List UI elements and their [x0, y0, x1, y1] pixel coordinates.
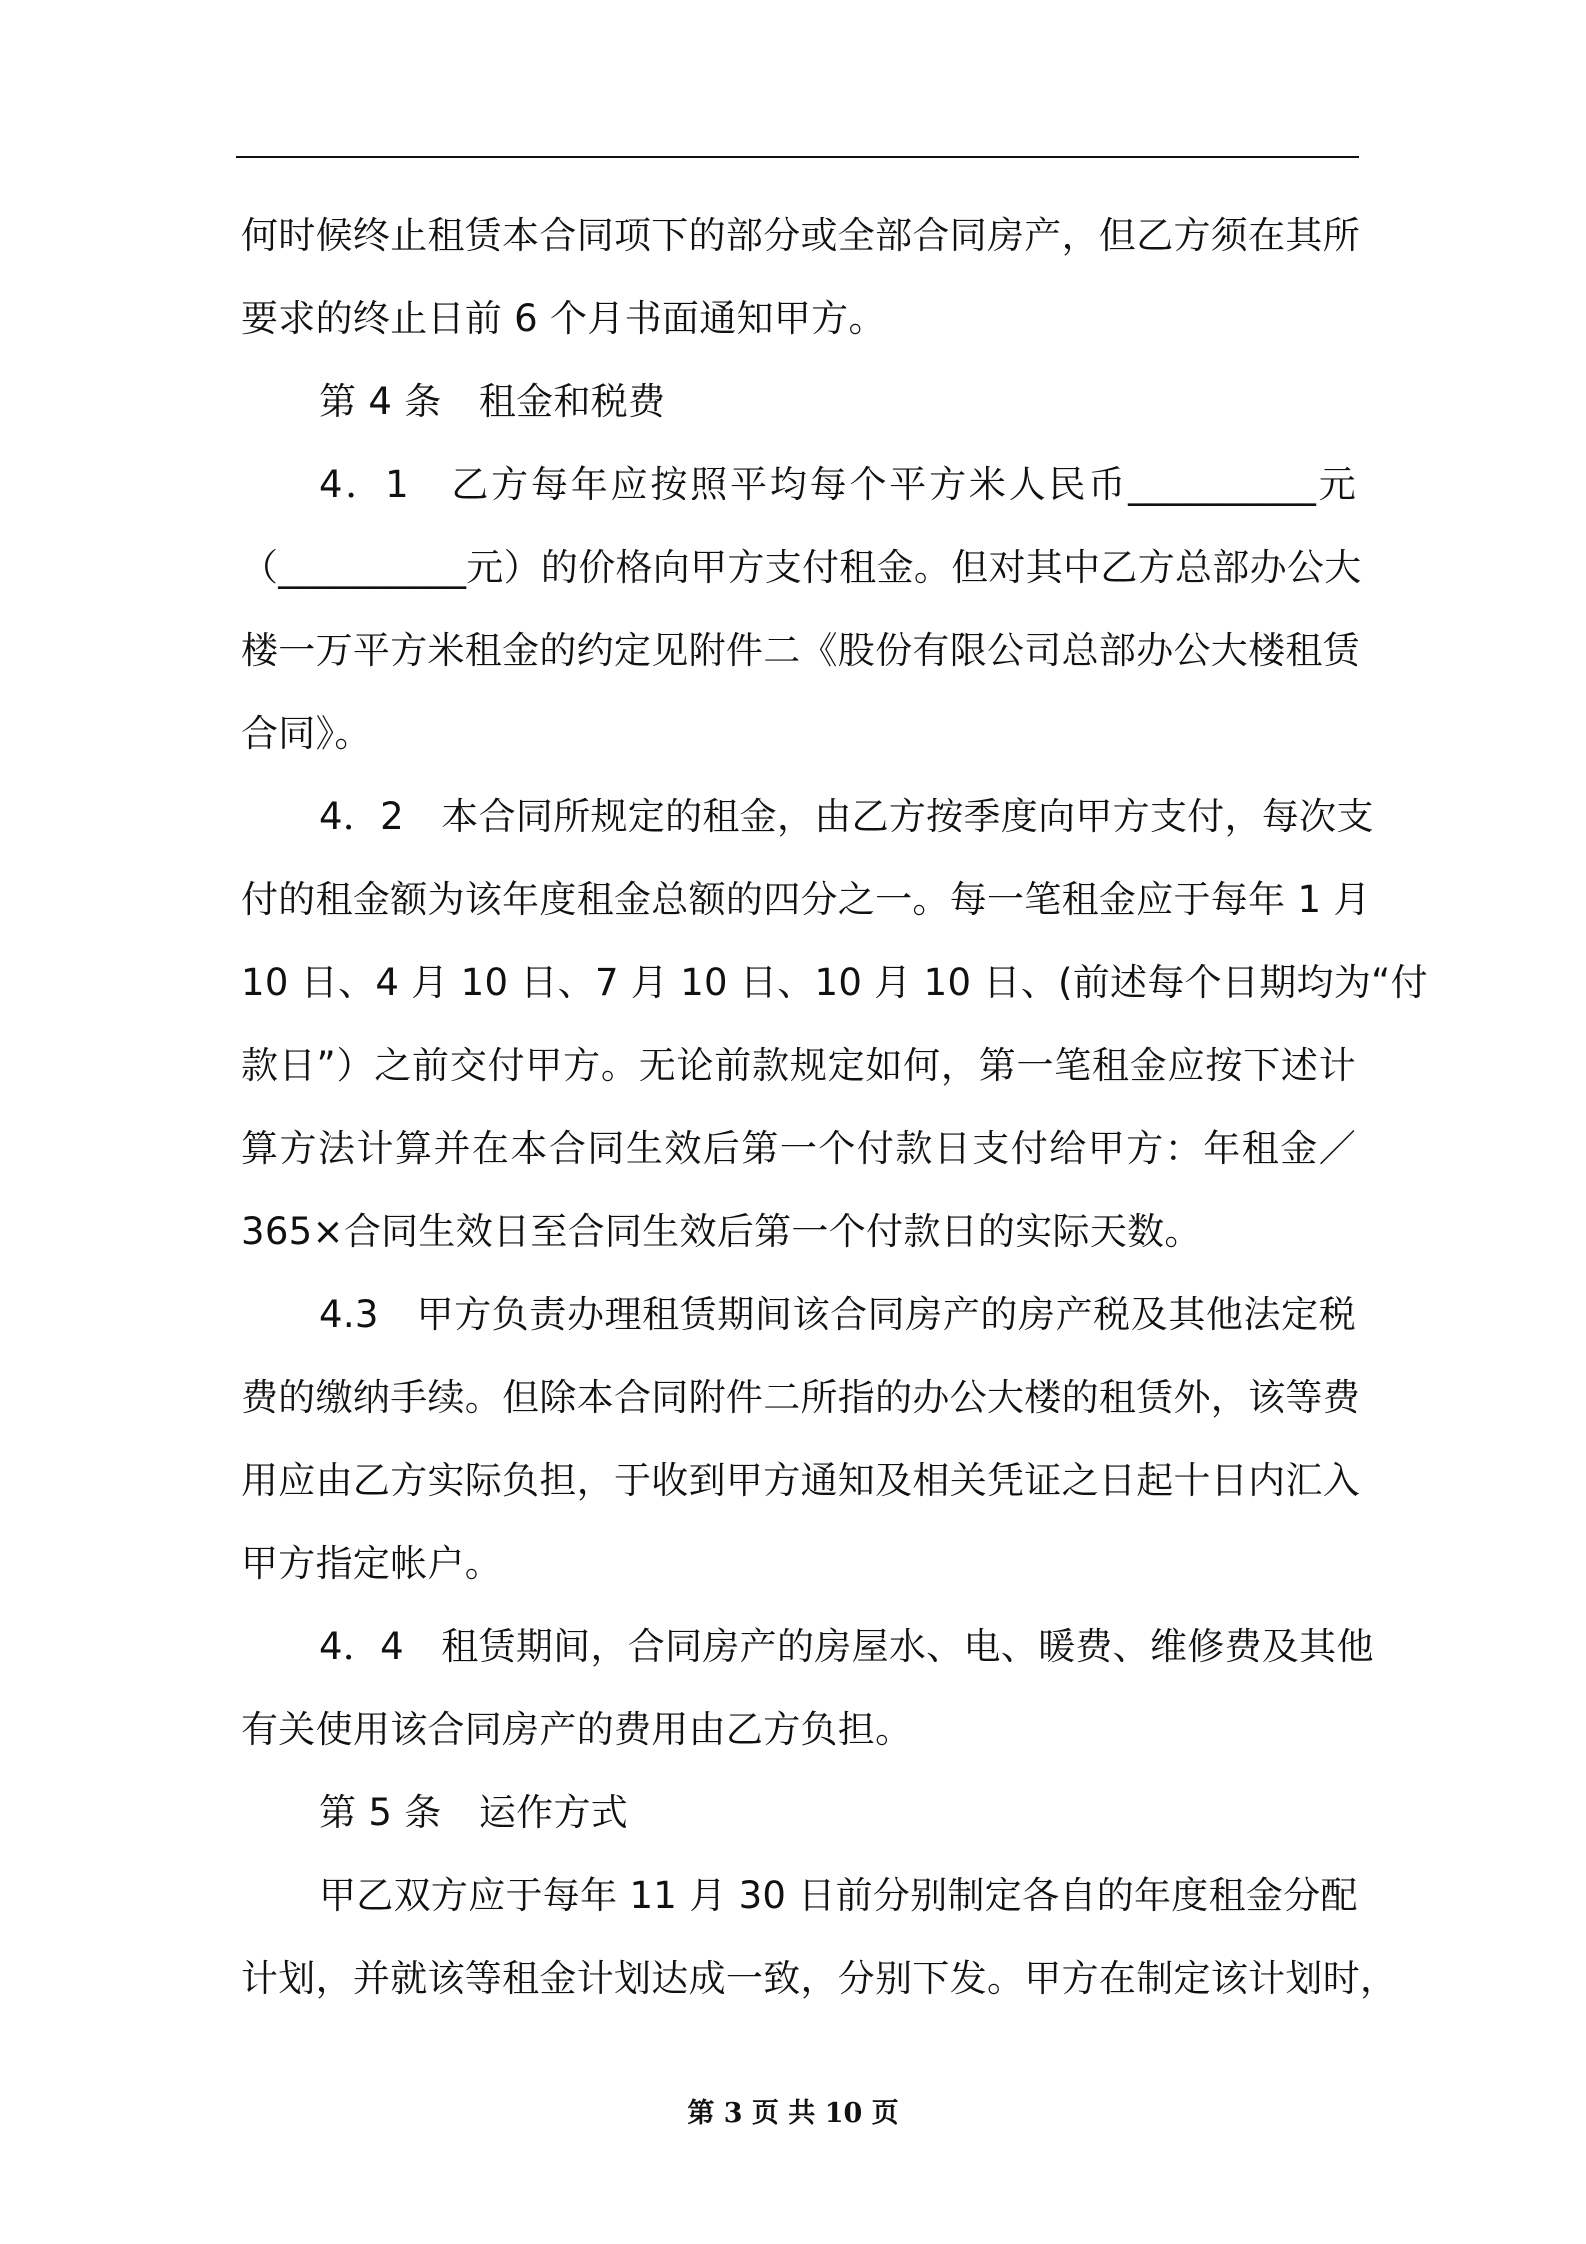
body-line: 要求的终止日前 6 个月书面通知甲方。 [241, 297, 886, 340]
body-line: 计划，并就该等租金计划达成一致，分别下发。甲方在制定该计划时， [241, 1957, 1398, 2000]
clause-4-2-line: 4．2 本合同所规定的租金，由乙方按季度向甲方支付，每次支 [319, 795, 1374, 838]
body-line: 有关使用该合同房产的费用由乙方负担。 [241, 1708, 913, 1751]
body-line: 10 日、4 月 10 日、7 月 10 日、10 月 10 日、(前述每个日期均为“付 [241, 961, 1428, 1004]
body-line: 付的租金额为该年度租金总额的四分之一。每一笔租金应于每年 1 月 [241, 878, 1371, 921]
clause-4-3-line: 4.3 甲方负责办理租赁期间该合同房产的房产税及其他法定税 [319, 1293, 1356, 1336]
body-line: 楼一万平方米租金的约定见附件二《股份有限公司总部办公大楼租赁 [241, 629, 1360, 672]
page-number: 第 3 页 共 10 页 [687, 2098, 899, 2129]
body-line: 款日”）之前交付甲方。无论前款规定如何，第一笔租金应按下述计 [241, 1044, 1356, 1087]
body-line: 何时候终止租赁本合同项下的部分或全部合同房产，但乙方须在其所 [241, 214, 1360, 257]
body-line: 用应由乙方实际负担，于收到甲方通知及相关凭证之日起十日内汇入 [241, 1459, 1360, 1502]
body-line: 算方法计算并在本合同生效后第一个付款日支付给甲方：年租金／ [241, 1127, 1356, 1170]
body-line: 合同》。 [241, 712, 372, 755]
body-line: 甲方指定帐户。 [241, 1542, 503, 1585]
section-heading: 第 5 条 运作方式 [319, 1791, 629, 1834]
header-rule [236, 156, 1359, 158]
body-line: 甲乙双方应于每年 11 月 30 日前分别制定各自的年度租金分配 [319, 1874, 1358, 1917]
section-heading: 第 4 条 租金和税费 [319, 380, 666, 423]
clause-4-1-line: 4．1 乙方每年应按照平均每个平方米人民币__________元 [319, 463, 1356, 506]
clause-4-4-line: 4．4 租赁期间，合同房产的房屋水、电、暖费、维修费及其他 [319, 1625, 1374, 1668]
body-line: （__________元）的价格向甲方支付租金。但对其中乙方总部办公大 [241, 546, 1362, 589]
body-line: 365×合同生效日至合同生效后第一个付款日的实际天数。 [241, 1210, 1202, 1253]
body-line: 费的缴纳手续。但除本合同附件二所指的办公大楼的租赁外，该等费 [241, 1376, 1360, 1419]
document-body [241, 194, 1428, 2020]
